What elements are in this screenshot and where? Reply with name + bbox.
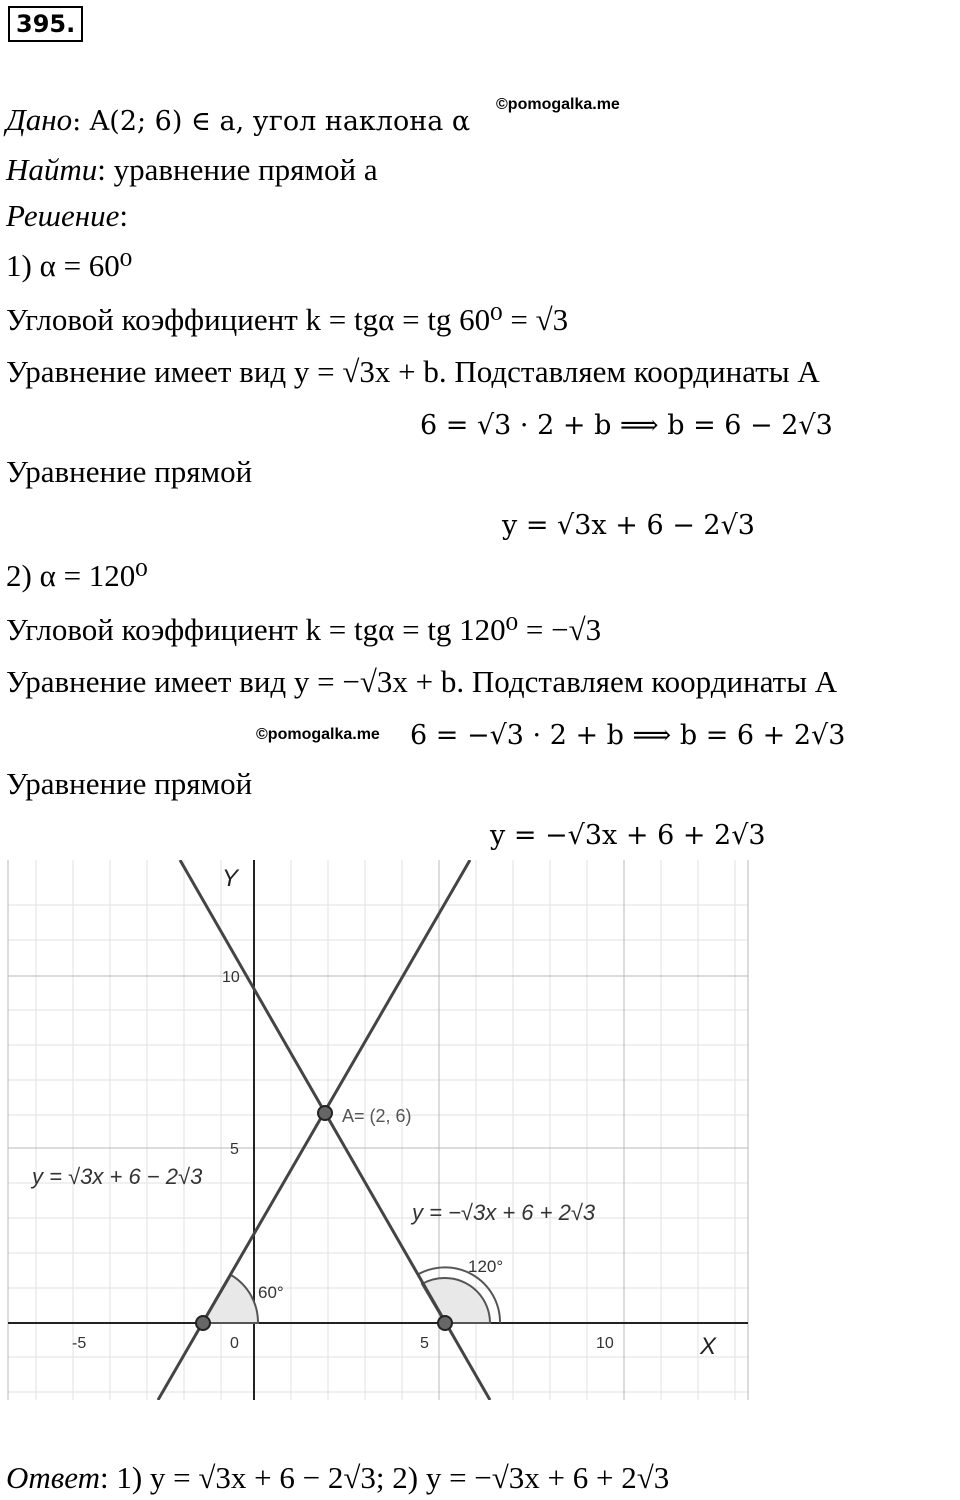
part2-form: Уравнение имеет вид y = −√3x + b. Подставляем координаты A [6, 664, 838, 699]
line2-label: y = −√3x + 6 + 2√3 [412, 1200, 596, 1225]
tick-x-10: 10 [596, 1335, 614, 1352]
given-label: Дано [6, 102, 73, 137]
part1-eq-label: Уравнение прямой [6, 454, 253, 489]
part1-alpha: 1) α = 60⁰ [6, 248, 133, 283]
point-x-intercept-1 [196, 1316, 210, 1330]
part1-eq: y = √3x + 6 − 2√3 [502, 510, 755, 541]
angle-60-arc [203, 1275, 258, 1323]
answer-text: : 1) y = √3x + 6 − 2√3; 2) y = −√3x + 6 + 2√3 [99, 1460, 670, 1495]
part2-eq-label: Уравнение прямой [6, 766, 253, 801]
find-label: Найти [6, 152, 98, 187]
solution-line [6, 198, 128, 234]
part2-alpha: 2) α = 120⁰ [6, 558, 148, 593]
problem-number: 395. [8, 6, 83, 42]
find-text: : уравнение прямой a [97, 152, 378, 187]
point-a [318, 1106, 332, 1120]
solution-label: Решение [6, 198, 120, 233]
given-line [6, 102, 470, 140]
answer-label: Ответ [6, 1460, 100, 1495]
given-text: : A(2; 6) ∈ a, угол наклона α [72, 106, 471, 137]
part2-eq: y = −√3x + 6 + 2√3 [490, 820, 766, 851]
axis-y-label: Y [222, 865, 239, 892]
graph [0, 860, 760, 1405]
solution-text: : [119, 198, 128, 233]
part1-subst: 6 = √3 · 2 + b ⟹ b = 6 − 2√3 [420, 410, 833, 441]
part1-form: Уравнение имеет вид y = √3x + b. Подставляем координаты A [6, 354, 820, 389]
part1-slope: Угловой коэффициент k = tgα = tg 60⁰ = √3 [6, 302, 569, 337]
find-line [6, 152, 378, 188]
part2-slope: Угловой коэффициент k = tgα = tg 120⁰ = −√3 [6, 612, 602, 647]
tick-y-10: 10 [222, 969, 240, 986]
tick-x-0: 0 [230, 1335, 239, 1352]
part2-subst: 6 = −√3 · 2 + b ⟹ b = 6 + 2√3 [410, 720, 846, 751]
watermark-middle: ©pomogalka.me [256, 726, 380, 743]
point-x-intercept-2 [438, 1316, 452, 1330]
tick-y-5: 5 [230, 1141, 239, 1158]
watermark-top: ©pomogalka.me [496, 96, 620, 113]
angle-120-label: 120° [468, 1257, 504, 1276]
tick-x-5: 5 [420, 1335, 429, 1352]
angle-60-label: 60° [258, 1283, 284, 1302]
axis-x-label: X [700, 1333, 717, 1360]
grid [8, 860, 748, 1400]
tick-x-neg5: -5 [72, 1335, 87, 1352]
grid-major [8, 860, 748, 1400]
answer-line [6, 1460, 669, 1496]
point-a-label: A= (2, 6) [342, 1106, 412, 1126]
line1-label: y = √3x + 6 − 2√3 [32, 1164, 203, 1189]
